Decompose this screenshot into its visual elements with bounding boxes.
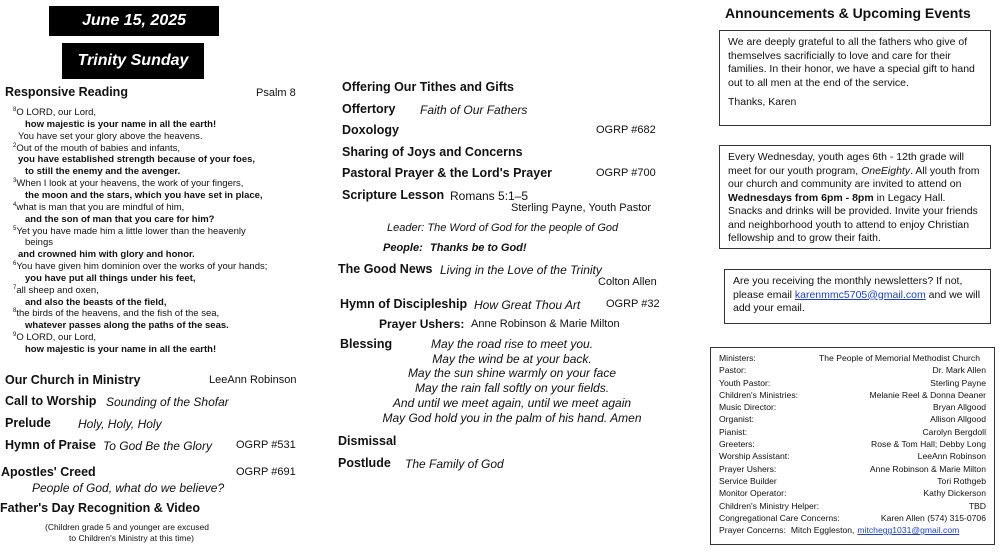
- psalm-line: the moon and the stars, which you have set in place,: [25, 189, 263, 201]
- staff-role: Youth Pastor:: [719, 377, 771, 388]
- staff-row: [719, 500, 986, 512]
- staff-row: [719, 352, 986, 364]
- psalm-line: $^8$the birds of the heavens, and the fish of the sea,: [13, 308, 220, 320]
- blessing-text: [372, 337, 652, 425]
- offering-heading: Offering Our Tithes and Gifts: [342, 80, 515, 94]
- discipleship-ref: OGRP #32: [606, 298, 660, 310]
- children-note-line1: (Children grade 5 and younger are excused: [45, 522, 209, 532]
- blessing-line: May God hold you in the palm of his hand. Amen: [382, 410, 642, 425]
- good-news-speaker: Colton Allen: [598, 276, 657, 288]
- staff-role: Service Builder: [719, 475, 777, 486]
- good-news-heading: The Good News: [338, 262, 433, 276]
- staff-role: Monitor Operator:: [719, 488, 787, 499]
- ministry-heading: Our Church in Ministry: [5, 373, 141, 387]
- psalm-line: $^5$Yet you have made him a little lower than the heavenly: [13, 225, 246, 237]
- psalm-line: you have put all things under his feet,: [25, 272, 196, 284]
- hymn-of-praise-heading: Hymn of Praise: [5, 438, 97, 452]
- staff-name: Rose & Tom Hall; Debby Long: [871, 439, 986, 450]
- fathers-day-heading: Father's Day Recognition & Video: [0, 501, 200, 515]
- blessing-line: May the rain fall softly on your fields.: [414, 381, 610, 396]
- discipleship-value: How Great Thou Art: [474, 298, 581, 312]
- verse-number: 4: [13, 201, 17, 208]
- staff-name: Tori Rothgeb: [937, 475, 986, 486]
- staff-name: LeeAnn Robinson: [917, 451, 986, 462]
- staff-role: Children's Ministries:: [719, 389, 799, 400]
- staff-role: Congregational Care Concerns:: [719, 512, 840, 523]
- staff-name: Bryan Allgood: [932, 402, 986, 413]
- blessing-line: May the sun shine warmly on your face: [407, 366, 617, 381]
- offertory-heading: Offertory: [342, 102, 396, 116]
- doxology-ref: OGRP #682: [596, 124, 656, 136]
- verse-number: 2: [13, 142, 17, 149]
- scripture-reader: Sterling Payne, Youth Pastor: [511, 202, 652, 214]
- verse-number: 8: [13, 106, 17, 113]
- psalm-line: $^8$O LORD, our Lord,: [13, 106, 97, 118]
- newsletter-announcement: [724, 269, 991, 324]
- scripture-ref: Romans 5:1–5: [450, 189, 529, 203]
- staff-name: Kathy Dickerson: [923, 488, 986, 499]
- staff-row: [719, 438, 986, 450]
- doxology-heading: Doxology: [342, 123, 399, 137]
- psalm-line: $^2$Out of the mouth of babies and infants,: [13, 142, 181, 154]
- date-banner: June 15, 2025: [49, 6, 219, 36]
- staff-row: [719, 475, 986, 487]
- verse-number: 5: [13, 225, 17, 232]
- good-news-value: Living in the Love of the Trinity: [440, 263, 602, 277]
- verse-number: 8: [13, 308, 17, 315]
- psalm-line: and the son of man that you care for him?: [25, 213, 215, 225]
- psalm-line: how majestic is your name in all the earth!: [25, 118, 217, 130]
- discipleship-heading: Hymn of Discipleship: [340, 297, 468, 311]
- psalm-line: $^7$all sheep and oxen,: [13, 284, 99, 296]
- verse-number: 6: [13, 260, 17, 267]
- staff-name: The People of Memorial Methodist Church: [819, 353, 980, 363]
- psalm-line: whatever passes along the paths of the seas.: [25, 320, 229, 332]
- sharing-heading: Sharing of Joys and Concerns: [342, 145, 523, 159]
- staff-row: [719, 512, 986, 524]
- pastoral-prayer-heading: Pastoral Prayer & the Lord's Prayer: [342, 166, 553, 180]
- psalm-line: to still the enemy and the avenger.: [25, 166, 181, 178]
- psalm-line: you have established strength because of your foes,: [18, 154, 256, 166]
- prelude-heading: Prelude: [5, 416, 51, 430]
- children-note-line2: to Children's Ministry at this time): [69, 533, 194, 543]
- staff-name: Allison Allgood: [930, 414, 986, 425]
- staff-row: [719, 450, 986, 462]
- staff-row: [719, 487, 986, 499]
- fathers-gift-announcement: [719, 30, 991, 126]
- staff-role: Pianist:: [719, 426, 748, 437]
- psalm-line: $^3$When I look at your heavens, the work of your fingers,: [13, 177, 244, 190]
- verse-number: 7: [13, 284, 17, 291]
- dismissal-heading: Dismissal: [338, 434, 397, 448]
- staff-role: Prayer Concerns:: [719, 525, 786, 536]
- prayer-concerns-row: [719, 524, 986, 536]
- verse-number: 9: [13, 331, 17, 338]
- staff-row: [719, 389, 986, 401]
- newsletter-email-link[interactable]: karenmmc5705@gmail.com: [794, 288, 926, 301]
- blessing-line: May the wind be at your back.: [432, 351, 592, 366]
- psalm-line: and also the beasts of the field,: [25, 296, 167, 308]
- announcements-title: Announcements & Upcoming Events: [725, 5, 971, 21]
- offertory-value: Faith of Our Fathers: [420, 103, 528, 117]
- hymn-of-praise-value: To God Be the Glory: [103, 439, 212, 453]
- psalm-reference: Psalm 8: [256, 87, 296, 99]
- staff-row: [719, 364, 986, 376]
- staff-name: Sterling Payne: [930, 377, 986, 388]
- fathers-gift-text: We are deeply grateful to all the fathers who give of themselves sacrificially to love and care for their families. In their honor, we have a special gift to hand out to all men at the end of the service.: [728, 36, 975, 89]
- psalm-line: beings: [25, 237, 53, 249]
- pastoral-prayer-ref: OGRP #700: [596, 167, 656, 179]
- staff-role: Children's Ministry Helper:: [719, 500, 820, 511]
- staff-row: [719, 413, 986, 425]
- leader-line: Leader: The Word of God for the people of God: [387, 222, 619, 234]
- prayer-email-link[interactable]: mitchegg1031@gmail.com: [857, 525, 960, 536]
- apostles-creed-heading: Apostles' Creed: [1, 465, 96, 479]
- scripture-heading: Scripture Lesson: [342, 188, 445, 202]
- prelude-value: Holy, Holy, Holy: [78, 417, 162, 431]
- youth-announcement: [719, 145, 991, 249]
- prayer-ushers-label: Prayer Ushers:: [379, 317, 465, 331]
- staff-role: Ministers:: [719, 353, 756, 363]
- staff-row: [719, 377, 986, 389]
- staff-role: Pastor:: [719, 365, 747, 376]
- blessing-line: And until we meet again, until we meet again: [392, 395, 632, 410]
- psalm-line: and crowned him with glory and honor.: [18, 249, 195, 261]
- staff-name: Mitch Eggleston,: [790, 525, 855, 536]
- psalm-line: $^9$O LORD, our Lord,: [13, 331, 97, 344]
- psalm-line: how majestic is your name in all the earth!: [25, 344, 217, 355]
- hymn-of-praise-ref: OGRP #531: [236, 439, 296, 451]
- blessing-heading: Blessing: [340, 337, 393, 351]
- call-to-worship-heading: Call to Worship: [5, 394, 97, 408]
- postlude-heading: Postlude: [338, 456, 391, 470]
- newsletter-text: Are you receiving the monthly newsletters? If not, please email karenmmc5705@gmail.com and we will add your email.: [733, 275, 981, 314]
- staff-name: Carolyn Bergdoll: [922, 426, 986, 437]
- apostles-creed-sub: People of God, what do we believe?: [32, 481, 225, 495]
- ministry-name: LeeAnn Robinson: [209, 374, 297, 386]
- staff-role: Worship Assistant:: [719, 451, 790, 462]
- people-label: People:: [383, 242, 423, 254]
- staff-row: [719, 426, 986, 438]
- day-banner: Trinity Sunday: [62, 43, 204, 79]
- psalm-line: You have set your glory above the heavens.: [18, 130, 203, 142]
- staff-directory: [710, 347, 995, 545]
- postlude-value: The Family of God: [405, 457, 504, 471]
- staff-role: Organist:: [719, 414, 754, 425]
- staff-name: Dr. Mark Allen: [932, 365, 986, 376]
- staff-row: [719, 463, 986, 475]
- people-line: Thanks be to God!: [430, 242, 527, 254]
- staff-role: Prayer Ushers:: [719, 463, 777, 474]
- verse-number: 3: [13, 177, 17, 184]
- psalm-text: [13, 107, 313, 357]
- staff-row: [719, 401, 986, 413]
- staff-name: Karen Allen (574) 315-0706: [880, 512, 986, 523]
- youth-text: Every Wednesday, youth ages 6th - 12th grade will meet for our youth program, OneEighty. All youth from our church and community are invited to attend on Wednesdays from 6pm - 8pm in Legacy Hall. Snacks and drinks will be provided. Invite your friends and neighborhood youth to attend to enjoy Christian fellowship and to grow their faith.: [728, 151, 980, 244]
- staff-name: Melanie Reel & Donna Deaner: [869, 389, 986, 400]
- staff-role: Music Director:: [719, 402, 777, 413]
- psalm-line: $^4$what is man that you are mindful of him,: [13, 201, 185, 213]
- apostles-creed-ref: OGRP #691: [236, 466, 296, 478]
- responsive-reading-heading: Responsive Reading: [5, 85, 128, 99]
- staff-name: TBD: [968, 500, 986, 511]
- fathers-gift-sign: Thanks, Karen: [728, 96, 797, 108]
- staff-name: Anne Robinson & Marie Milton: [869, 463, 986, 474]
- staff-role: Greeters:: [719, 439, 755, 450]
- psalm-line: $^6$You have given him dominion over the works of your hands;: [13, 260, 268, 273]
- call-to-worship-value: Sounding of the Shofar: [106, 395, 229, 409]
- blessing-line: May the road rise to meet you.: [430, 337, 594, 351]
- prayer-ushers-value: Anne Robinson & Marie Milton: [471, 318, 620, 330]
